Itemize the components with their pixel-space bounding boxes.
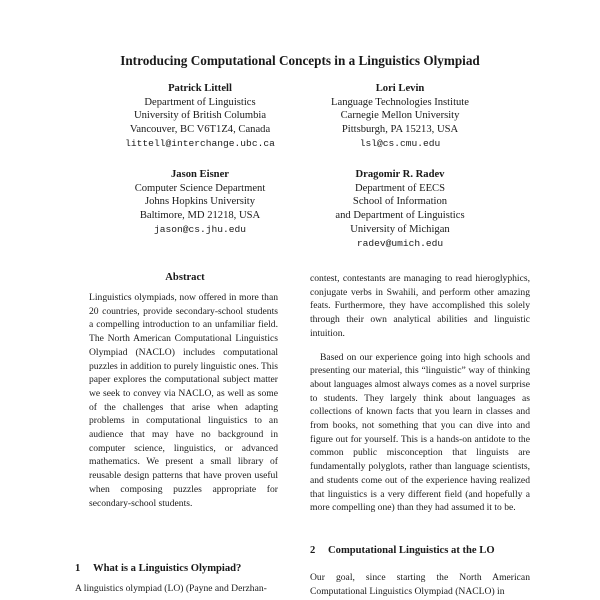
author-name: Dragomir R. Radev [355,169,445,180]
author-affiliation-line: School of Information [352,196,448,208]
section-heading [75,563,300,574]
author-block [295,82,505,151]
author-block [295,168,505,250]
section-number: 1 [75,563,81,574]
author-email: jason@cs.jhu.edu [153,223,247,235]
author-affiliation-line: Department of EECS [354,182,446,194]
section-title: Computational Linguistics at the LO [328,545,495,556]
author-affiliation-line: Language Technologies Institute [331,96,469,108]
section-heading [310,545,535,556]
author-affiliation-line: Pittsburgh, PA 15213, USA [341,124,459,136]
author-affiliation-line: Department of Linguistics [144,96,256,108]
author-affiliation-line: Baltimore, MD 21218, USA [139,210,261,222]
paper-title: Introducing Computational Concepts in a Linguistics Olympiad [120,53,480,68]
author-name: Patrick Littell [168,83,232,94]
author-email: lsl@cs.cmu.edu [359,137,441,149]
body-paragraph: Our goal, since starting the North American Computational Linguistics Olympiad (NACLO) in [310,572,530,597]
author-affiliation-line: Vancouver, BC V6T1Z4, Canada [129,124,271,136]
author-email: radev@umich.edu [356,237,444,249]
right-column [310,272,530,515]
body-paragraph: A linguistics olympiad (LO) (Payne and Derzhan- [75,583,267,594]
author-block [95,82,305,151]
author-affiliation-line: Johns Hopkins University [144,196,256,208]
abstract-heading: Abstract [165,272,205,283]
body-paragraph: Based on our experience going into high schools and presenting our material, this “linguistic” way of thinking about languages almost always comes as a novel surprise to students. They largely think about languages as collections of known facts that you learn in classes and from books, not something that you can dive into and figure out for yourself. This is a hands-on antidote to the common public misconception that linguists are fundamentally polyglots, rather than language scientists, and students come out of the experience having realized that linguistics is a very different field (and hopefully a more compelling one) than they had assumed it to be. [310,351,530,514]
author-affiliation-line: Computer Science Department [134,182,266,194]
abstract-text: Linguistics olympiads, now offered in more than 20 countries, provide secondary-school students a compelling introduction to an unfamiliar field. The North American Computational Linguistics Olympiad (NACLO) includes computational puzzles in addition to purely linguistic ones. This paper explores the computational subject matter we seek to convey via NACLO, as well as some of the challenges that arise when adapting problems in computational linguistics to an audience that may have no background in computer science, linguistics, or advanced mathematics. We present a small library of reusable design patterns that have proven useful when composing puzzles appropriate for secondary-school students. [89,292,279,509]
author-name: Lori Levin [375,83,425,94]
author-affiliation-line: Carnegie Mellon University [340,110,460,122]
author-block [95,168,305,237]
author-affiliation-line: University of Michigan [350,223,450,235]
author-email: littell@interchange.ubc.ca [125,137,275,149]
section-number: 2 [310,545,316,556]
body-paragraph: contest, contestants are managing to read hieroglyphics, conjugate verbs in Swahili, and perform other amazing feats. Furthermore, they have accomplished this solely through their own analytical abilities and linguistic intuition. [310,273,530,339]
author-affiliation-line: and Department of Linguistics [335,210,465,222]
section-title: What is a Linguistics Olympiad? [93,563,242,574]
author-name: Jason Eisner [171,169,229,180]
author-affiliation-line: University of British Columbia [133,110,267,122]
